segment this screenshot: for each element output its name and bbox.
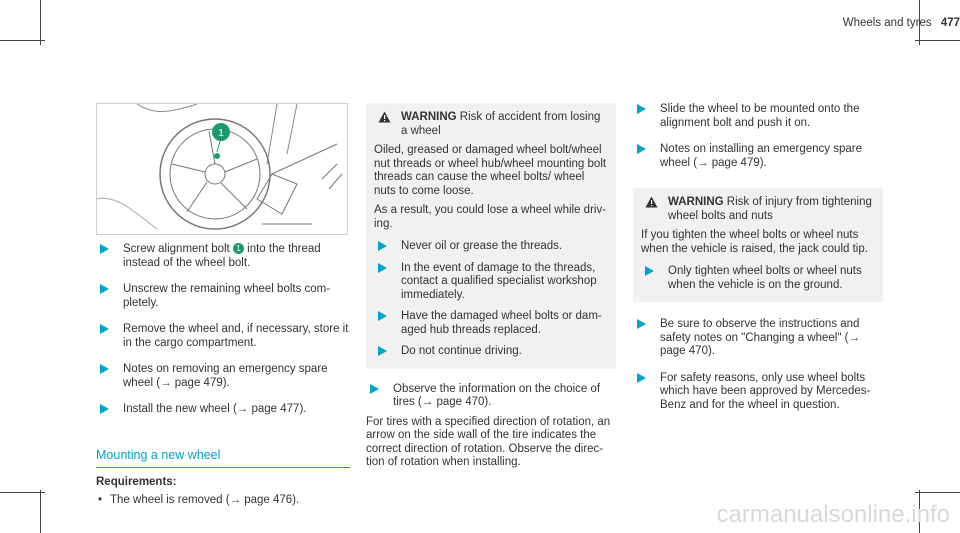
crop-mark [40, 0, 41, 45]
crop-mark [40, 490, 41, 533]
page-header [86, 17, 960, 29]
step-arrow-icon [637, 144, 646, 154]
warning-step [374, 240, 608, 254]
crop-mark [915, 40, 960, 41]
step-arrow-icon [645, 266, 654, 276]
step-text: Have the damaged wheel bolts or dam‐ aged hub threads replaced. [401, 310, 602, 336]
step-text: Screw alignment bolt [123, 243, 233, 255]
crop-mark [0, 40, 45, 41]
step-item [96, 363, 350, 390]
warning-header [374, 111, 608, 138]
step-arrow-icon [378, 346, 387, 356]
warning-body: If you tighten the wheel bolts or wheel nuts when the vehicle is raised, the jack could tip. [641, 229, 868, 255]
section-title: Wheels and tyres [842, 17, 932, 29]
section-heading: Mounting a new wheel [96, 449, 350, 469]
body-paragraph: For tires with a specified direction of rotation, an arrow on the side wall of the tire indicates the correct direction of rotation. Observe the direc‐ tion of rotation when installing. [366, 415, 611, 468]
warning-body: As a result, you could lose a wheel while driv‐ ing. [374, 204, 607, 230]
step-arrow-icon [378, 241, 387, 251]
step-text: Be sure to observe the instructions and safety notes on "Changing a wheel" (→ page 470). [660, 318, 860, 357]
warning-step [641, 265, 875, 292]
step-arrow-icon [378, 263, 387, 273]
step-arrow-icon [637, 319, 646, 329]
step-arrow-icon [100, 364, 109, 374]
crop-mark [0, 492, 45, 493]
step-text: Unscrew the remaining wheel bolts com‐ pletely. [123, 283, 331, 309]
step-item [96, 323, 350, 350]
step-arrow-icon [370, 384, 379, 394]
warning-title: Risk of accident from losing a wheel [401, 111, 601, 137]
step-text: Notes on installing an emergency spare wheel (→ page 479). [660, 143, 863, 169]
requirement-item: • The wheel is removed (→ page 476). [96, 494, 350, 508]
warning-step [374, 345, 608, 359]
step-arrow-icon [100, 324, 109, 334]
requirements-label: Requirements: [96, 476, 177, 488]
step-text: Remove the wheel and, if necessary, store it in the cargo compartment. [123, 323, 349, 349]
step-arrow-icon [100, 284, 109, 294]
step-text: Never oil or grease the threads. [401, 240, 563, 252]
wheel-illustration [96, 103, 348, 235]
step-item [366, 383, 616, 410]
warning-body: Oiled, greased or damaged wheel bolt/wheel nut threads or wheel hub/wheel mounting bolt threads can cause the wheel bolts/ wheel nuts to come loose. [374, 144, 607, 197]
step-item [633, 103, 883, 130]
step-arrow-icon [637, 373, 646, 383]
step-item [96, 403, 350, 417]
step-item [633, 143, 883, 170]
step-text: For safety reasons, only use wheel bolts which have been approved by Mercedes- Benz and for the wheel in question. [660, 371, 871, 411]
step-text: into the thread instead of the wheel bolt. [123, 243, 321, 269]
step-arrow-icon [100, 404, 109, 414]
step-arrow-icon [637, 104, 646, 114]
warning-box [633, 188, 883, 302]
step-text: Install the new wheel (→ page 477). [123, 403, 307, 415]
step-text: Observe the information on the choice of tires (→ page 470). [393, 382, 601, 408]
warning-box [366, 103, 616, 369]
step-arrow-icon [378, 311, 387, 321]
warning-title: Risk of injury from tightening wheel bolts and nuts [668, 196, 872, 222]
warning-step [374, 310, 608, 337]
step-text: Notes on removing an emergency spare wheel (→ page 479). [123, 363, 328, 389]
warning-label: WARNING [668, 196, 724, 208]
step-text: Only tighten wheel bolts or wheel nuts when the vehicle is on the ground. [668, 265, 862, 291]
callout-icon: 1 [233, 243, 244, 254]
wheel-jack-drawing [97, 104, 347, 234]
step-text: Do not continue driving. [401, 345, 522, 357]
step-item [96, 283, 350, 310]
warning-step [374, 262, 608, 303]
callout-number: 1 [218, 128, 224, 139]
page-number: 477 [940, 17, 960, 29]
step-item [96, 243, 350, 270]
warning-label: WARNING [401, 111, 457, 123]
crop-mark [915, 492, 960, 493]
step-text: Slide the wheel to be mounted onto the alignment bolt and push it on. [660, 103, 860, 129]
step-item [633, 372, 883, 413]
warning-triangle-icon [645, 196, 658, 208]
watermark: carmanualsonline.info [716, 501, 950, 528]
step-item [633, 318, 883, 359]
left-column [96, 243, 350, 507]
step-text: In the event of damage to the threads, contact a qualified specialist workshop immediately. [401, 261, 597, 301]
step-arrow-icon [100, 244, 109, 254]
warning-triangle-icon [378, 111, 391, 123]
warning-header [641, 196, 875, 223]
right-column [633, 103, 883, 425]
middle-column [366, 103, 616, 476]
